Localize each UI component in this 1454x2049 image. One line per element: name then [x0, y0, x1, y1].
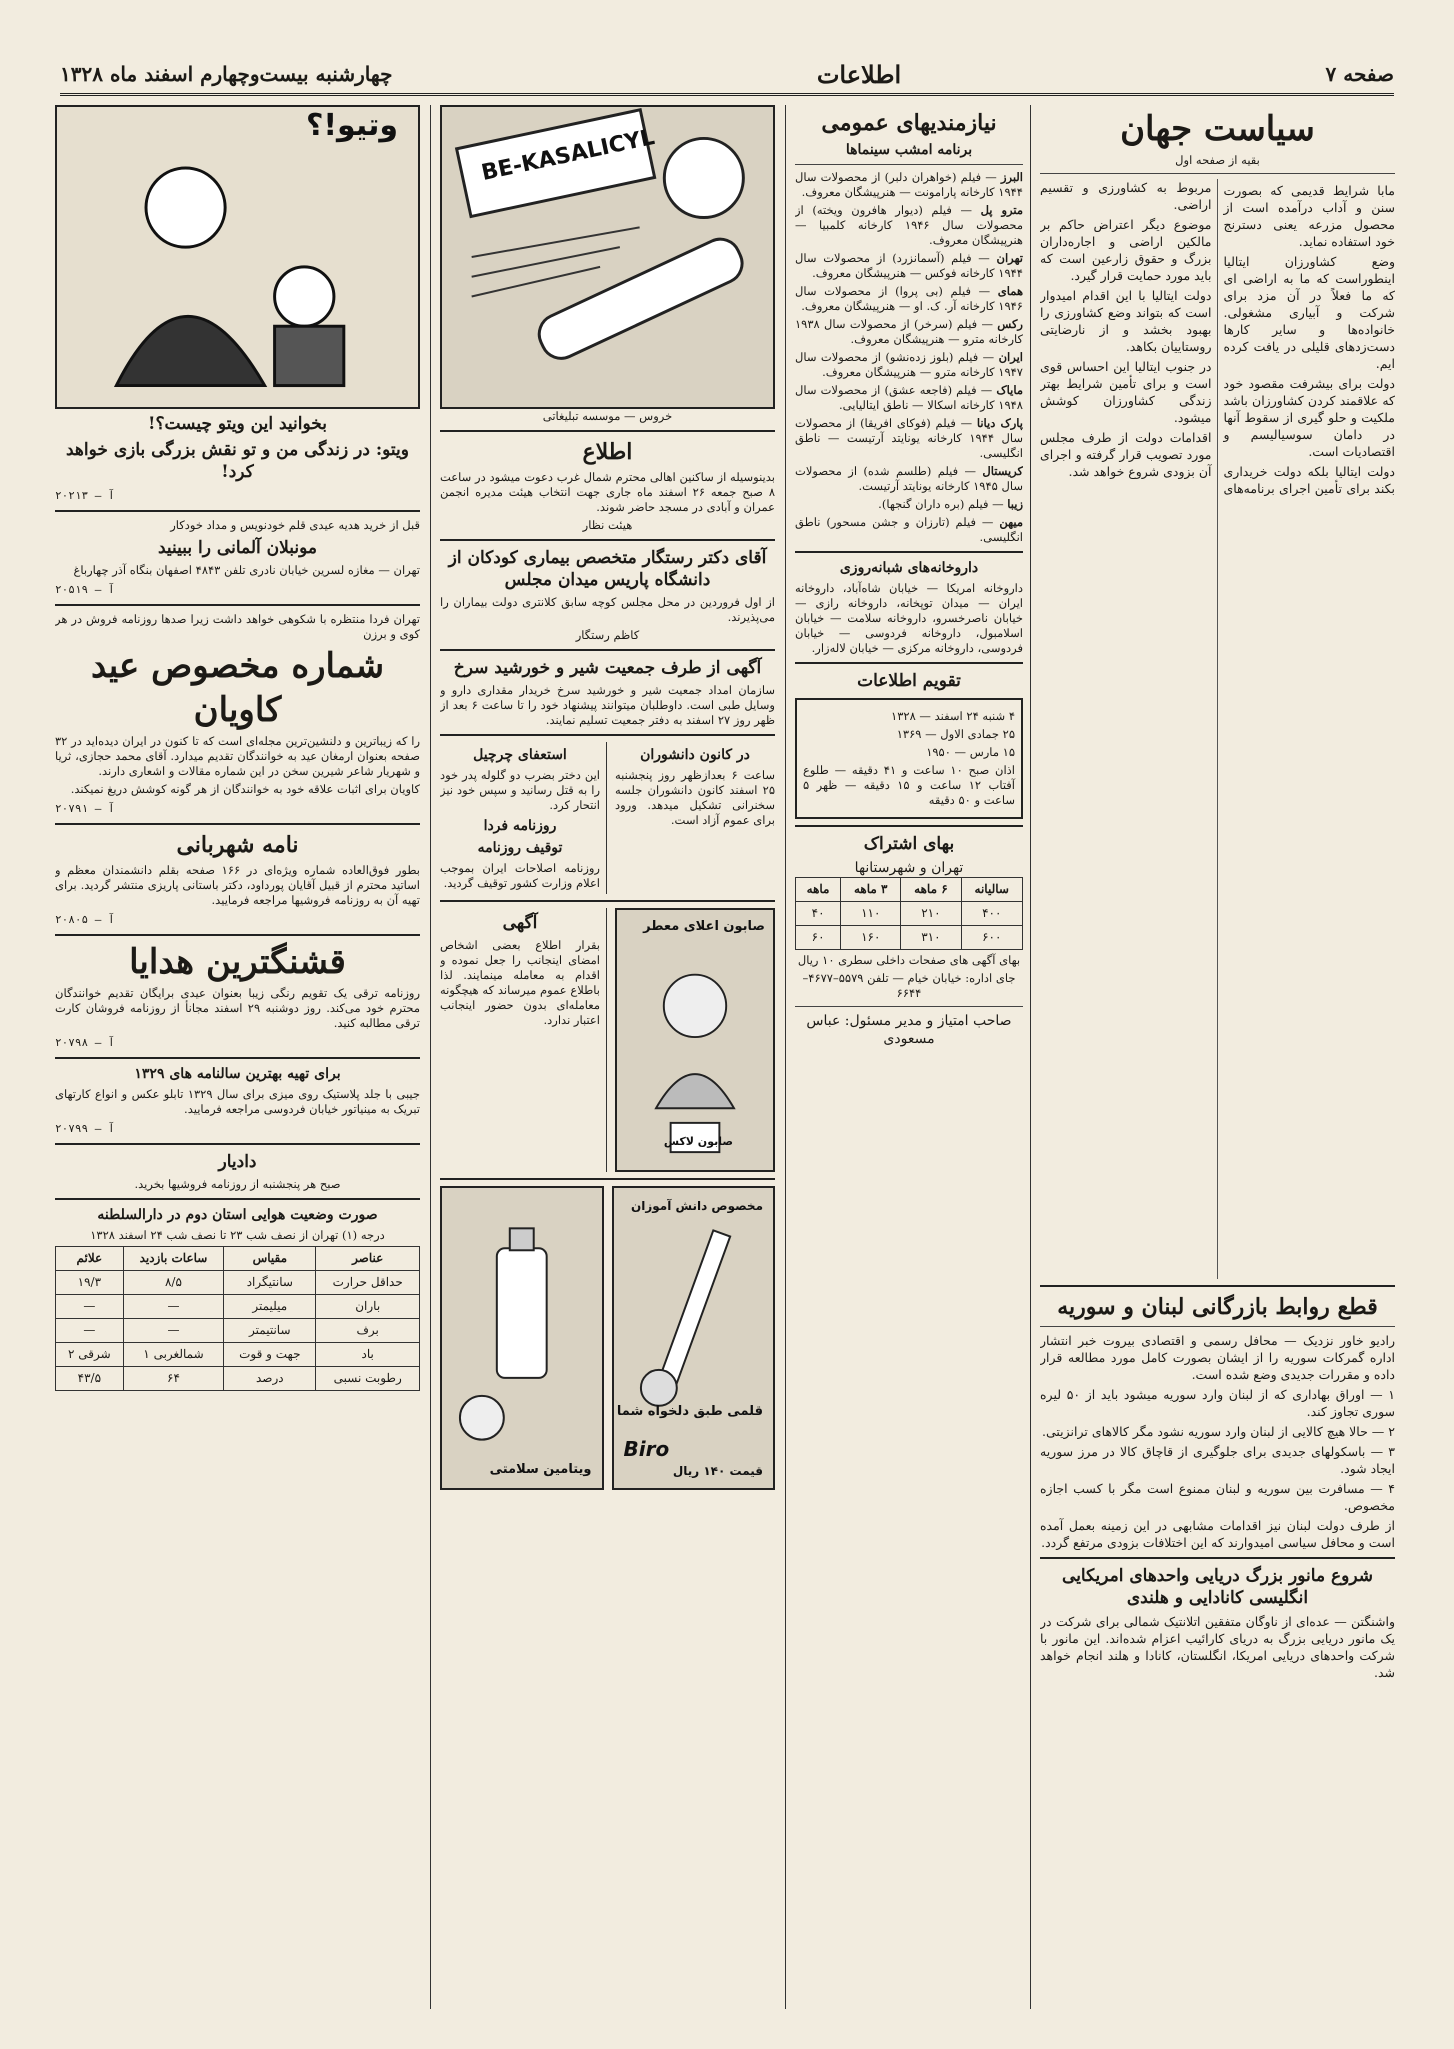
redcross-title: آگهی از طرف جمعیت شیر و خورشید سرخ	[453, 658, 762, 678]
cinema-name: پارک دیانا	[976, 416, 1023, 430]
cinema-header: برنامه امشب سینماها	[845, 142, 973, 158]
column-notices	[440, 105, 775, 2009]
table-cell: ۴۰۰	[961, 902, 1023, 926]
table-cell: —	[123, 1295, 224, 1319]
article-body	[1040, 179, 1395, 1279]
paragraph: ۲ — حالا هیچ کالایی از لبنان وارد سوریه نشود مگر کالاهای ترانزیتی.	[1042, 1424, 1395, 1439]
table-header: عناصر	[316, 1247, 420, 1271]
cinema-name: تهران	[996, 251, 1023, 265]
paragraph: دولت ایتالیا بلکه دولت خریداری بکند برای تأمین اجرای برنامه‌های مربوط به کشاورزی و تقسیم اراضی.	[1040, 180, 1395, 496]
cartoon	[55, 105, 420, 409]
cinema-listing: فیلم (آسمانزرد) از محصولات سال ۱۹۴۴ کارخانه فوکس — هنرپیشگان معروف.	[795, 251, 1023, 280]
soap-ad	[615, 908, 775, 1172]
vitamin-ad-caption: ویتامین سلامتی	[489, 1462, 592, 1477]
toothpaste-ad	[440, 105, 775, 409]
table-cell: —	[56, 1295, 124, 1319]
table-cell: ۶۰۰	[961, 926, 1023, 950]
table-header: علائم	[56, 1247, 124, 1271]
legal-notice-text: بقرار اطلاع بعضی اشخاص امضای اینجانب را جعل نموده و اقدام به معامله مینمایند. لذا باطلاع عموم میرساند که هیچگونه معامله‌ای بدون حضور اینجانب اعتبار ندارد.	[440, 938, 600, 1027]
legal-notice	[440, 908, 607, 1172]
table-cell: سانتیمتر	[224, 1319, 316, 1343]
weather-table	[55, 1246, 420, 1391]
cinema-listing: فیلم (خواهران دلبر) از محصولات سال ۱۹۴۴ کارخانه پارامونت — هنرپیشگان معروف.	[795, 170, 1023, 199]
cinema-name: ایران	[998, 350, 1023, 364]
council-title: در کانون دانشوران	[640, 747, 750, 763]
paragraph: از طرف دولت لبنان نیز اقدامات مشابهی در این زمینه بعمل آمده است و محافل سیاسی امیدوارند که این اختلافات بزودی مرتفع گردد.	[1040, 1518, 1395, 1550]
pen-ad-title: مخصوص دانش آموزان	[631, 1199, 763, 1213]
paragraph: موضوع دیگر اعتراض حاکم بر مالکین اراضی و اجاره‌داران بزرگ و حقوق زارعین است که باید مورد حمایت قرار گیرد.	[1040, 217, 1212, 283]
special-issue-text: را که زیباترین و دلنشین‌ترین مجله‌ای است که تا کنون در ایران دیده‌اید در ۳۲ صفحه بعنوان ارمغان عید به خوانندگان تقدیم میدارد. آقای محمد حجازی، ثریا و شهریار شاعر شیرین سخن در این شماره مقالات و اشعاری دارند.	[55, 734, 420, 778]
cinema-list: البرز — فیلم (خواهران دلبر) از محصولات سال ۱۹۴۴ کارخانه پارامونت — هنرپیشگان معروف. مترو پل — فیلم (دیوار هافرون ویخته) از محصولات سال ۱۹۴۶ کارخانه کلمبیا — هنرپیشگان معروف. تهران — فیلم (آسمانزرد) از محصولات سال ۱۹۴۴ کارخانه فوکس — هنرپیشگان معروف. همای — فیلم (بی پروا) از محصولات سال ۱۹۴۶ کارخانه آر. ک. او — هنرپیشگان معروف. رکس — فیلم (سرخر) از محصولات سال ۱۹۳۸ کارخانه مترو — هنرپیشگان معروف. ایران — فیلم (بلوز زده‌نشو) از محصولات سال ۱۹۴۷ کارخانه مترو — هنرپیشگان معروف. مایاک — فیلم (فاجعه عشق) از محصولات سال ۱۹۴۸ کارخانه اسکالا — ناطق ایتالیایی. پارک دیانا — فیلم (فوکای افریقا) از محصولات سال ۱۹۴۴ کارخانه یونایتد آرتیست — ناطق انگلیسی. کریستال — فیلم (طلسم شده) از محصولات سال ۱۹۴۵ کارخانه یونایتد آرتیست. زیبا — فیلم (بره داران گنجها). میهن — فیلم (تارزان و جشن مسحور) ناطق انگلیسی.	[795, 170, 1023, 544]
calendar-line: ۲۵ جمادی الاول — ۱۳۶۹	[896, 727, 1015, 741]
paper-name: اطلاعات	[816, 59, 902, 89]
cinema-name: مایاک	[996, 383, 1023, 397]
churchill-text: این دختر بضرب دو گلوله پدر خود را به قتل رسانید و سپس خود نیز انتحار کرد.	[440, 768, 600, 812]
cinema-name: البرز	[1000, 170, 1023, 184]
doctor-signature: کاظم رستگار	[575, 628, 640, 642]
headline-world-politics: سیاست جهان	[1120, 109, 1315, 149]
woman-figure-art	[617, 910, 773, 1170]
table-cell: ۳۱۰	[901, 926, 961, 950]
weather-subtitle: درجه (۱) تهران از نصف شب ۲۳ تا نصف شب ۲۴ اسفند ۱۳۲۸	[90, 1228, 385, 1242]
paragraph: دولت برای بیشرفت مقصود خود که علاقمند کردن کشاورزان باشد ملکیت و حلو گیری از سقوط آنها در دامان سوسیالیسم و اقتصادیات است.	[1223, 376, 1395, 459]
paragraph: ۴ — مسافرت بین سوریه و لبنان ممنوع است مگر با کسب اجازه مخصوص.	[1040, 1481, 1395, 1513]
masthead	[60, 55, 1394, 96]
table-cell: ۱۶۰	[841, 926, 901, 950]
table-cell: —	[56, 1319, 124, 1343]
cinema-name: کریستال	[982, 464, 1023, 478]
notices-row	[440, 742, 775, 894]
table-header: ماهه	[796, 878, 841, 902]
table-cell: رطوبت نسبی	[316, 1367, 420, 1391]
special-issue-name: کاویان	[193, 690, 282, 730]
table-cell: ۱۱۰	[841, 902, 901, 926]
paragraph: اقدامات دولت از طرف مجلس مورد تصویب قرار گرفته و اجرای آن بزودی شروع خواهد شد.	[1040, 430, 1212, 479]
cartoon-caption-question: بخوانید این ویتو چیست؟!	[148, 414, 327, 434]
table-cell: ۲۱۰	[901, 902, 961, 926]
cinema-listing: فیلم (فاجعه عشق) از محصولات سال ۱۹۴۸ کارخانه اسکالا — ناطق ایتالیایی.	[795, 383, 1023, 412]
table-cell: ۴۰	[796, 902, 841, 926]
calendar-ad-text: جیبی با جلد پلاستیک روی میزی برای سال ۱۳۲۹ تابلو عکس و انواع کارتهای تبریک به مینیاتور خیابان فردوسی مراجعه فرمایید.	[55, 1087, 420, 1116]
cinema-name: زیبا	[1007, 497, 1023, 511]
table-cell: برف	[316, 1319, 420, 1343]
notice-signature: هیئت نظار	[582, 518, 633, 532]
ad-rates: بهای آگهی های صفحات داخلی سطری ۱۰ ریال	[797, 953, 1021, 967]
gifts-text: روزنامه ترقی یک تقویم رنگی زیبا بعنوان عیدی برایگان تقدیم خوانندگان محترم خود می‌کند. روز دوشنبه ۲۹ اسفند مجانأ از روزنامه فروشان کارت ترقی مطالبه کنید.	[55, 986, 420, 1030]
suspension-text: روزنامه اصلاحات ایران بموجب اعلام وزارت کشور توقیف گردید.	[440, 861, 600, 890]
soap-ad-caption: صابون لاکس	[663, 1135, 733, 1148]
paragraph: ۳ — باسکولهای جدیدی برای جلوگیری از قاچاق کالا در مرز سوریه ایجاد شود.	[1040, 1444, 1395, 1476]
product-ads-row	[440, 1186, 775, 1490]
ad-code: آ — ۲۰۷۹۸	[55, 1036, 115, 1049]
gifts-title: قشنگترین هدایا	[129, 942, 346, 982]
doctor-ad-title: آقای دکتر رستگار متخصص بیماری کودکان از دانشگاه پاریس میدان مجلس	[448, 548, 767, 590]
weather-title: صورت وضعیت هوایی استان دوم در دارالسلطنه	[97, 1207, 378, 1223]
dadyar-title: دادیار	[218, 1152, 257, 1172]
cartoon-caption-answer: ویتو: در زندگی من و تو نقش بزرگی بازی خواهد کرد!	[66, 440, 409, 482]
notice-title: اطلاع	[582, 439, 633, 465]
cinema-listing: فیلم (سرخر) از محصولات سال ۱۹۳۸ کارخانه مترو — هنرپیشگان معروف.	[795, 317, 1023, 346]
pen-gift-brand: مونبلان آلمانی را ببینید	[157, 538, 318, 558]
table-header: ۶ ماهه	[901, 878, 961, 902]
cinema-listing: فیلم (طلسم شده) از محصولات سال ۱۹۴۵ کارخانه یونایتد آرتیست.	[795, 464, 1023, 493]
cartoon-art	[57, 107, 418, 407]
pen-price: قیمت ۱۴۰ ریال	[672, 1464, 763, 1478]
cinema-listing: فیلم (فوکای افریقا) از محصولات سال ۱۹۴۴ کارخانه یونایتد آرتیست — ناطق انگلیسی.	[795, 416, 1023, 460]
page-number: صفحه ۷	[1325, 62, 1394, 86]
council-text: ساعت ۶ بعدازظهر روز پنجشنبه ۲۵ اسفند کانون دانشوران جلسه سخنرانی تشکیل میدهد. ورود برای عموم آزاد است.	[615, 768, 775, 827]
section-title-public-needs: نیازمندیهای عمومی	[821, 110, 997, 136]
headline-naval-maneuver: شروع مانور بزرگ دریایی واحدهای امریکایی انگلیسی کانادایی و هلندی	[1062, 1566, 1373, 1608]
paragraph: در جنوب ایتالیا این احساس قوی است و برای تأمین شرایط بهتر زندگی کشاورزان کوشش میشود.	[1040, 359, 1212, 425]
cartoon-title: وتیو!؟	[305, 108, 398, 143]
churchill-news	[440, 742, 607, 894]
calendar-line: ۴ شنبه ۲۴ اسفند — ۱۳۲۸	[891, 709, 1015, 723]
cinema-name: همای	[997, 284, 1023, 298]
table-cell: میلیمتر	[224, 1295, 316, 1319]
office-address: جای اداره: خیابان خیام — تلفن ۵۵۷۹–۴۶۷۷–۶۶۴۴	[802, 971, 1016, 1000]
pen-brand-logo: Biro	[623, 1437, 670, 1461]
paragraph: وضع کشاورزان ایتالیا اینطوراست که ما به اراضی ای که ما فعلاً در آن مزد برای شرکت و آبیاری مشغولی. خانواده‌ها و سایر کارها دست‌زدهای قلیلی در یافت کرده ایم.	[1223, 254, 1395, 371]
ad-code: آ — ۲۰۷۹۱	[55, 802, 115, 815]
special-issue-lead: تهران فردا منتظره با شکوهی خواهد داشت زیرا صدها روزنامه فروش در هر کوی و برزن	[55, 612, 420, 641]
brand-logo: BE-KASALICYL	[479, 124, 657, 187]
cinema-listing: فیلم (بلوز زده‌نشو) از محصولات سال ۱۹۴۷ کارخانه مترو — هنرپیشگان معروف.	[795, 350, 1023, 379]
table-cell: درصد	[224, 1367, 316, 1391]
continued-note: بقیه از صفحه اول	[1175, 153, 1260, 167]
cinema-listing: فیلم (دیوار هافرون ویخته) از محصولات سال ۱۹۴۶ کارخانه کلمبیا — هنرپیشگان معروف.	[795, 203, 1023, 247]
calendar-box	[795, 698, 1023, 819]
subscription-title: بهای اشتراک	[863, 834, 955, 854]
publisher-credit: صاحب امتیاز و مدیر مسئول: عباس مسعودی	[806, 1013, 1012, 1047]
ad-code: آ — ۲۰۸۰۵	[55, 913, 115, 926]
council-notice	[615, 742, 775, 894]
ad-code: آ — ۲۰۵۱۹	[55, 583, 115, 596]
cinema-name: مترو پل	[980, 203, 1023, 217]
cinema-listing: فیلم (بره داران گنجها).	[878, 497, 989, 511]
legal-notice-title: آگهی	[502, 913, 538, 933]
table-cell: ۶۴	[123, 1367, 224, 1391]
table-header: سالیانه	[961, 878, 1023, 902]
column-world-politics	[1040, 105, 1395, 2009]
notice-text: بدینوسیله از ساکنین اهالی محترم شمال غرب دعوت میشود در ساعت ۸ صبح جمعه ۲۶ اسفند ماه جاری جهت انتخاب هیئت مدیره انجمن عمران و آبادی در مسجد حاضر شوند.	[440, 470, 775, 514]
table-cell: —	[123, 1319, 224, 1343]
issue-date: چهارشنبه بیست‌وچهارم اسفند ماه ۱۳۲۸	[60, 62, 393, 86]
table-cell: حداقل حرارت	[316, 1271, 420, 1295]
ads-row	[440, 908, 775, 1172]
table-header: ساعات بازدید	[123, 1247, 224, 1271]
paragraph: دولت ایتالیا با این اقدام امیدوار است که بتواند وضع کشاورزی را بهبود بخشد و از نارضایتی روستاییان بکاهد.	[1040, 288, 1212, 354]
table-cell: شرقی ۲	[56, 1343, 124, 1367]
pen-ad	[612, 1186, 776, 1490]
paragraph: ۱ — اوراق بهاداری که از لبنان وارد سوریه میشود باید از ۵۰ لیره سوری تجاوز کند.	[1040, 1387, 1395, 1419]
calendar-line: اذان صبح ۱۰ ساعت و ۴۱ دقیقه — طلوع آفتاب ۱۲ ساعت و ۱۵ دقیقه — ظهر ۵ ساعت و ۵۰ دقیقه	[803, 763, 1015, 807]
daily-paper-title: روزنامه فردا	[483, 818, 557, 834]
table-header: ۳ ماهه	[841, 878, 901, 902]
pharmacy-title: داروخانه‌های شبانه‌روزی	[839, 560, 979, 576]
table-cell: ۱۹/۳	[56, 1271, 124, 1295]
subscription-table	[795, 877, 1023, 950]
paragraph: رادیو خاور نزدیک — محافل رسمی و اقتصادی بیروت خبر انتشار اداره گمرکات سوریه را از ایشان بصورت کامل مورد مطالعه قرار داده و مقررات جدیدی وضع شده است.	[1040, 1333, 1395, 1382]
soap-ad-illustration	[615, 908, 775, 1172]
municipal-title: نامه شهربانی	[176, 832, 299, 858]
cinema-name: رکس	[997, 317, 1023, 331]
headline-lebanon-syria: قطع روابط بازرگانی لبنان و سوریه	[1057, 1294, 1378, 1320]
pharmacy-list: داروخانه امریکا — خیابان شاه‌آباد، داروخانه ایران — میدان توپخانه، داروخانه رازی — خیابان ناصرخسرو، داروخانه سلامت — خیابان اسلامبول، داروخانه فردوسی — خیابان فردوسی، داروخانه مرکزی — خیابان لاله‌زار.	[795, 581, 1023, 655]
pen-ad-caption: قلمی طبق دلخواه شما	[616, 1404, 763, 1419]
ad-code: آ — ۲۰۲۱۳	[55, 489, 115, 502]
subscription-subtitle: تهران و شهرستانها	[854, 860, 964, 876]
ad-code: آ — ۲۰۷۹۹	[55, 1122, 115, 1135]
calendar-line: ۱۵ مارس — ۱۹۵۰	[926, 745, 1015, 759]
column-ads	[55, 105, 420, 2009]
pen-gift-text: قبل از خرید هدیه عیدی قلم خودنویس و مداد خودکار	[170, 518, 420, 532]
special-issue-title: شماره مخصوص عید	[90, 646, 385, 686]
doctor-ad-text: از اول فروردین در محل مجلس کوچه سابق کلانتری دولت بیماران را می‌پذیرند.	[440, 595, 775, 624]
churchill-title: استعفای چرچیل	[473, 747, 567, 763]
bottle-art	[442, 1188, 602, 1488]
municipal-text: بطور فوق‌العاده شماره ویژه‌ای در ۱۶۶ صفحه بقلم دانشمندان معظم و اساتید محترم از قبیل آقایان پورداود، دکتر باستانی پاریزی منتشر گردید. برای تهیه آن به روزنامه فروشیها مراجعه فرمایید.	[55, 863, 420, 907]
table-cell: باد	[316, 1343, 420, 1367]
paragraph: واشنگتن — عده‌ای از ناوگان متفقین اتلانتیک شمالی برای شرکت در یک مانور دریایی بزرگ به دریای کارائیب اعزام شده‌اند. این مانور با شرکت واحدهای دریایی امریکا، انگلستان، کانادا و هلند انجام خواهد شد.	[1040, 1614, 1395, 1680]
calendar-ad-title: برای تهیه بهترین سالنامه های ۱۳۲۹	[134, 1066, 341, 1082]
vitamin-ad	[440, 1186, 604, 1490]
redcross-text: سازمان امداد جمعیت شیر و خورشید سرخ خریدار مقداری دارو و وسایل طبی است. داوطلبان میتوانند پیشنهاد خود را تا ساعت ۶ بعد از ظهر روز ۲۷ اسفند به دفتر جمعیت تسلیم نمایند.	[440, 683, 775, 727]
ad-caption: خروس — موسسه تبلیغاتی	[542, 409, 673, 423]
pen-gift-address: تهران — مغازه لسرین خیابان نادری تلفن ۴۸۴۳ اصفهان بنگاه آذر چهارباغ	[73, 563, 420, 577]
cinema-listing: فیلم (تارزان و جشن مسحور) ناطق انگلیسی.	[795, 515, 1023, 544]
table-cell: شمالغربی ۱	[123, 1343, 224, 1367]
soap-ad-title: صابون اعلای معطر	[643, 919, 765, 934]
table-cell: ۶۰	[796, 926, 841, 950]
column-public-needs	[795, 105, 1023, 2009]
table-cell: ۴۳/۵	[56, 1367, 124, 1391]
table-cell: باران	[316, 1295, 420, 1319]
table-cell: سانتیگراد	[224, 1271, 316, 1295]
dadyar-text: صبح هر پنجشنبه از روزنامه فروشیها بخرید.	[134, 1177, 341, 1191]
suspension-title: توقیف روزنامه	[477, 840, 563, 856]
table-cell: ۸/۵	[123, 1271, 224, 1295]
cinema-listing: فیلم (بی پروا) از محصولات سال ۱۹۴۶ کارخانه آر. ک. او — هنرپیشگان معروف.	[795, 284, 1023, 313]
table-cell: جهت و قوت	[224, 1343, 316, 1367]
special-issue-note: کاویان برای اثبات علاقه خود به خوانندگان از هر گونه کوشش دریغ نمیکند.	[70, 782, 420, 796]
paragraph: مابا شرایط قدیمی که بصورت سنن و آداب درآمده است از محصول مزرعه یعنی دسترنج خود استفاده نماید.	[1223, 183, 1395, 249]
calendar-title: تقویم اطلاعات	[857, 671, 961, 691]
cinema-name: میهن	[999, 515, 1023, 529]
table-header: مقیاس	[224, 1247, 316, 1271]
